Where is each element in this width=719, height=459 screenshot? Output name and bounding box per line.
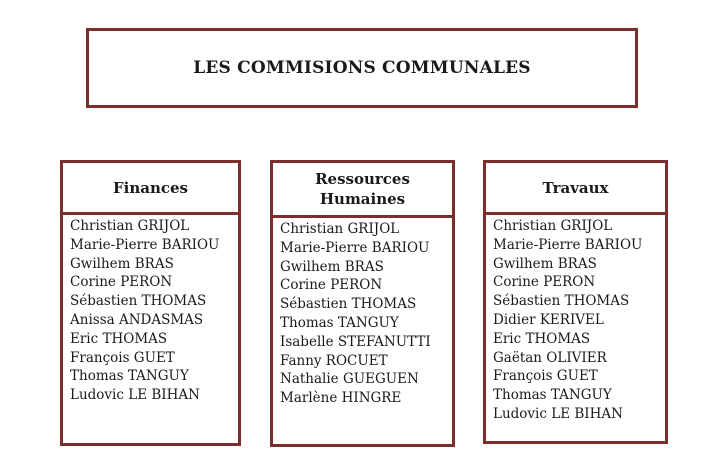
member-item: Sébastien THOMAS <box>493 293 630 310</box>
title-box <box>86 28 638 108</box>
member-item: Anissa ANDASMAS <box>70 311 204 328</box>
member-item: Thomas TANGUY <box>70 368 189 385</box>
member-item: François GUET <box>493 368 598 385</box>
commission-travaux-members <box>486 215 665 424</box>
member-item: Ludovic LE BIHAN <box>493 405 623 422</box>
member-item: Marie-Pierre BARIOU <box>70 236 220 253</box>
member-item: Gwilhem BRAS <box>280 258 384 275</box>
member-item: Marie-Pierre BARIOU <box>493 236 643 253</box>
member-item: Sébastien THOMAS <box>70 293 207 310</box>
commission-ressources-humaines-title-line1: Ressources <box>315 170 410 188</box>
member-item: Corine PERON <box>493 274 596 291</box>
commission-finances-header <box>63 163 238 215</box>
member-item: Christian GRIJOL <box>493 218 613 234</box>
member-item: Fanny ROCUET <box>280 352 388 369</box>
member-item: Eric THOMAS <box>493 330 591 347</box>
page-title: LES COMMISIONS COMMUNALES <box>193 58 531 78</box>
member-item: Didier KERIVEL <box>493 311 604 328</box>
member-item: Corine PERON <box>70 274 173 291</box>
member-item: Nathalie GUEGUEN <box>280 371 419 388</box>
commission-travaux-title: Travaux <box>542 178 609 197</box>
member-item: Isabelle STEFANUTTI <box>280 333 431 350</box>
member-item: Gaëtan OLIVIER <box>493 349 607 366</box>
member-item: Thomas TANGUY <box>493 387 612 404</box>
member-item: Gwilhem BRAS <box>493 255 597 272</box>
member-item: Marie-Pierre BARIOU <box>280 239 430 256</box>
member-item: Marlène HINGRE <box>280 390 402 407</box>
member-item: Christian GRIJOL <box>70 218 190 234</box>
member-item: François GUET <box>70 349 175 366</box>
commission-finances <box>60 160 241 446</box>
commission-ressources-humaines-members <box>273 218 452 408</box>
member-item: Corine PERON <box>280 277 383 294</box>
commission-ressources-humaines-title-line2: Humaines <box>319 190 406 208</box>
commission-ressources-humaines <box>270 160 455 447</box>
member-item: Ludovic LE BIHAN <box>70 387 200 404</box>
commission-finances-members <box>63 215 238 405</box>
member-item: Sébastien THOMAS <box>280 296 417 313</box>
member-item: Gwilhem BRAS <box>70 255 174 272</box>
member-item: Thomas TANGUY <box>280 314 399 331</box>
member-item: Christian GRIJOL <box>280 221 400 237</box>
member-item: Eric THOMAS <box>70 330 168 347</box>
commission-travaux-header <box>486 163 665 215</box>
commission-finances-title: Finances <box>113 178 188 197</box>
commission-travaux <box>483 160 668 444</box>
commission-ressources-humaines-header <box>273 163 452 218</box>
